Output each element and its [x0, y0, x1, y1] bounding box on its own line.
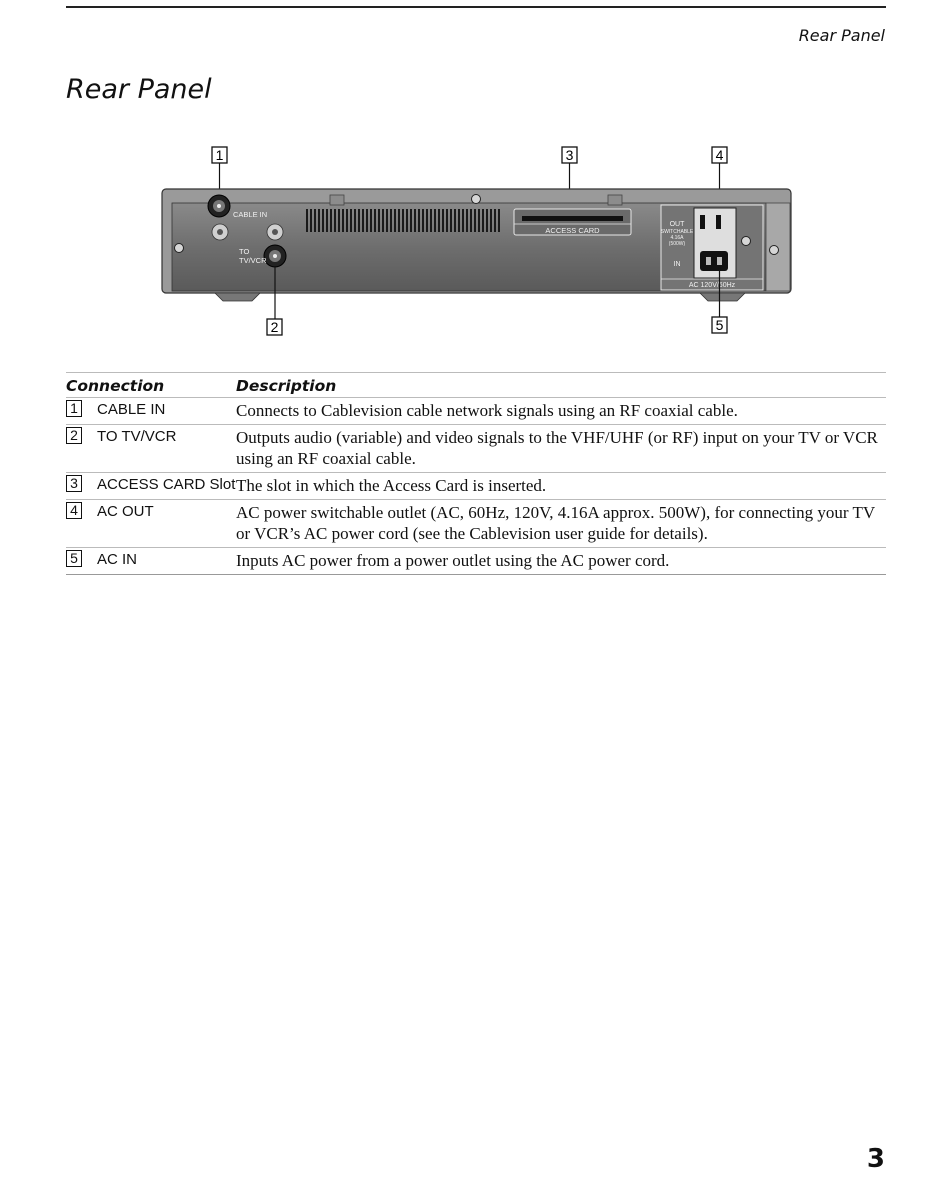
connection-description: Inputs AC power from a power outlet using the AC power cord.: [236, 548, 886, 575]
connection-description: Outputs audio (variable) and video signals to the VHF/UHF (or RF) input on your TV or VCR using an RF coaxial cable.: [236, 425, 886, 473]
page-title: Rear Panel: [66, 74, 212, 105]
svg-text:OUT: OUT: [669, 221, 685, 228]
rear-panel-illustration: [160, 143, 800, 338]
header-connection: Connection: [66, 373, 236, 398]
row-number-box: 3: [66, 475, 82, 492]
ac-power-panel: [661, 205, 763, 290]
row-number-box: 2: [66, 427, 82, 444]
connection-description: AC power switchable outlet (AC, 60Hz, 120V, 4.16A approx. 500W), for connecting your TV or VCR’s AC power cord (see the Cablevision user guide for details).: [236, 500, 886, 548]
connection-name: TO TV/VCR: [97, 428, 177, 445]
svg-text:4.16A: 4.16A: [670, 235, 684, 241]
header-description: Description: [236, 373, 886, 398]
connection-name: CABLE IN: [97, 401, 166, 418]
cable-in-connector: [208, 195, 230, 217]
svg-text:TV/VCR: TV/VCR: [239, 256, 267, 265]
connection-name: ACCESS CARD Slot: [97, 476, 236, 493]
row-number-box: 4: [66, 502, 82, 519]
svg-text:4: 4: [715, 147, 724, 163]
svg-text:IN: IN: [673, 261, 681, 268]
svg-text:AC 120V/60Hz: AC 120V/60Hz: [688, 282, 736, 289]
row-number-box: 5: [66, 550, 82, 567]
svg-text:TO: TO: [239, 247, 250, 256]
ventilation-slots: [307, 209, 499, 232]
callout-1: [212, 147, 227, 195]
top-rule: [66, 6, 886, 8]
connection-table: [66, 372, 886, 575]
svg-text:2: 2: [270, 319, 279, 335]
connection-description: The slot in which the Access Card is inserted.: [236, 473, 886, 500]
table-row: [66, 398, 886, 425]
connection-name: AC OUT: [97, 503, 154, 520]
svg-text:3: 3: [565, 147, 574, 163]
svg-text:5: 5: [715, 317, 724, 333]
page-number: 3: [866, 1144, 885, 1174]
table-row: [66, 473, 886, 500]
svg-text:ACCESS CARD: ACCESS CARD: [545, 226, 600, 235]
svg-text:1: 1: [215, 147, 224, 163]
row-number-box: 1: [66, 400, 82, 417]
connection-name: AC IN: [97, 551, 138, 568]
connection-description: Connects to Cablevision cable network signals using an RF coaxial cable.: [236, 398, 886, 425]
running-header: Rear Panel: [798, 26, 885, 45]
svg-text:CABLE IN: CABLE IN: [233, 210, 268, 219]
to-tv-vcr-connector: [264, 245, 286, 267]
svg-text:(500W): (500W): [668, 241, 686, 247]
table-header-row: [66, 373, 886, 398]
table-row: [66, 425, 886, 473]
table-row: [66, 500, 886, 548]
table-row: [66, 548, 886, 575]
svg-text:SWITCHABLE: SWITCHABLE: [660, 229, 694, 235]
